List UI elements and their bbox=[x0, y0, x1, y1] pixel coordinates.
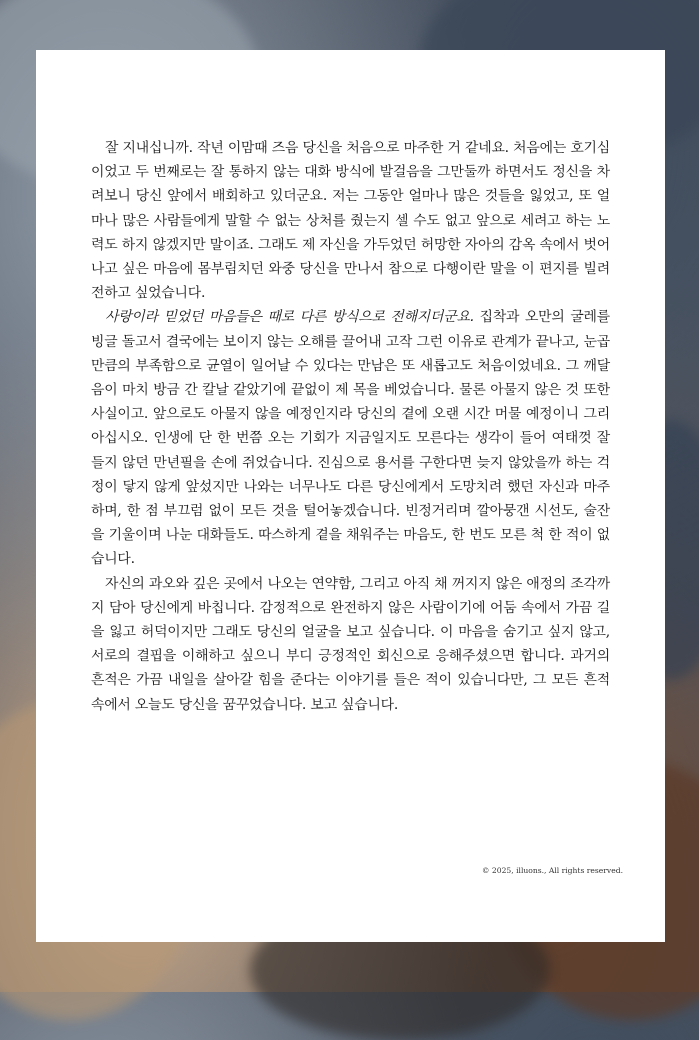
italic-phrase: 사랑이라 믿었던 마음들은 때로 다른 방식으로 전해지더군요. bbox=[105, 309, 474, 326]
paragraph-2 bbox=[91, 305, 610, 571]
paragraph-2-text: 집착과 오만의 굴레를 빙글 돌고서 결국에는 보이지 않는 오해를 끌어내 고작 그런 이유로 관계가 끝나고, 눈곱만큼의 부족함으로 균열이 일어날 수 있다는 만남은 또 새롭고도 처음이었네요. 그 깨달음이 마치 방금 간 칼날 같았기에 끝없이 제 목을 베었습니다. 물론 아물지 않은 것 또한 사실이고. 앞으로도 아물지 않을 예정인지라 당신의 곁에 오랜 시간 머물 예정이니 그리 아십시오. 인생에 단 한 번쯤 오는 기회가 지금일지도 모른다는 생각이 들어 여태껏 잘 들지 않던 만년필을 손에 쥐었습니다. 진심으로 용서를 구한다면 늦지 않았을까 하는 걱정이 닿지 않게 앞섰지만 나와는 너무나도 다른 당신에게서 도망치려 했던 자신과 마주하며, 한 점 부끄럼 없이 모든 것을 털어놓겠습니다. 빈정거리며 깔아뭉갠 시선도, 술잔을 기울이며 나눈 대화들도. 따스하게 곁을 채워주는 마음도, 한 번도 모른 척 한 적이 없습니다. bbox=[91, 309, 610, 568]
letter-paper bbox=[36, 50, 665, 942]
paragraph-3: 자신의 과오와 깊은 곳에서 나오는 연약함, 그리고 아직 채 꺼지지 않은 애정의 조각까지 담아 당신에게 바칩니다. 감정적으로 완전하지 않은 사람이기에 어둠 속에서 가끔 길을 잃고 허덕이지만 그래도 당신의 얼굴을 보고 싶습니다. 이 마음을 숨기고 싶지 않고, 서로의 결핍을 이해하고 싶으니 부디 긍정적인 회신으로 응해주셨으면 합니다. 과거의 흔적은 가끔 내일을 살아갈 힘을 준다는 이야기를 들은 적이 있습니다만, 그 모든 흔적 속에서 오늘도 당신을 꿈꾸었습니다. 보고 싶습니다. bbox=[91, 575, 610, 713]
letter-body bbox=[91, 136, 610, 717]
copyright-notice: © 2025, illuons., All rights reserved. bbox=[481, 866, 623, 875]
paragraph-1: 잘 지내십니까. 작년 이맘때 즈음 당신을 처음으로 마주한 거 같네요. 처음에는 호기심이었고 두 번째로는 잘 통하지 않는 대화 방식에 발걸음을 그만둘까 하면서도 정신을 차려보니 당신 앞에서 배회하고 있더군요. 저는 그동안 얼마나 많은 것들을 잃었고, 또 얼마나 많은 사람들에게 말할 수 없는 상처를 줬는지 셀 수도 없고 앞으로 세려고 하는 노력도 하지 않겠지만 말이죠. 그래도 제 자신을 가두었던 허망한 자아의 감옥 속에서 벗어나고 싶은 마음에 몸부림치던 와중 당신을 만나서 참으로 다행이란 말을 이 편지를 빌려 전하고 싶었습니다. bbox=[91, 140, 610, 302]
